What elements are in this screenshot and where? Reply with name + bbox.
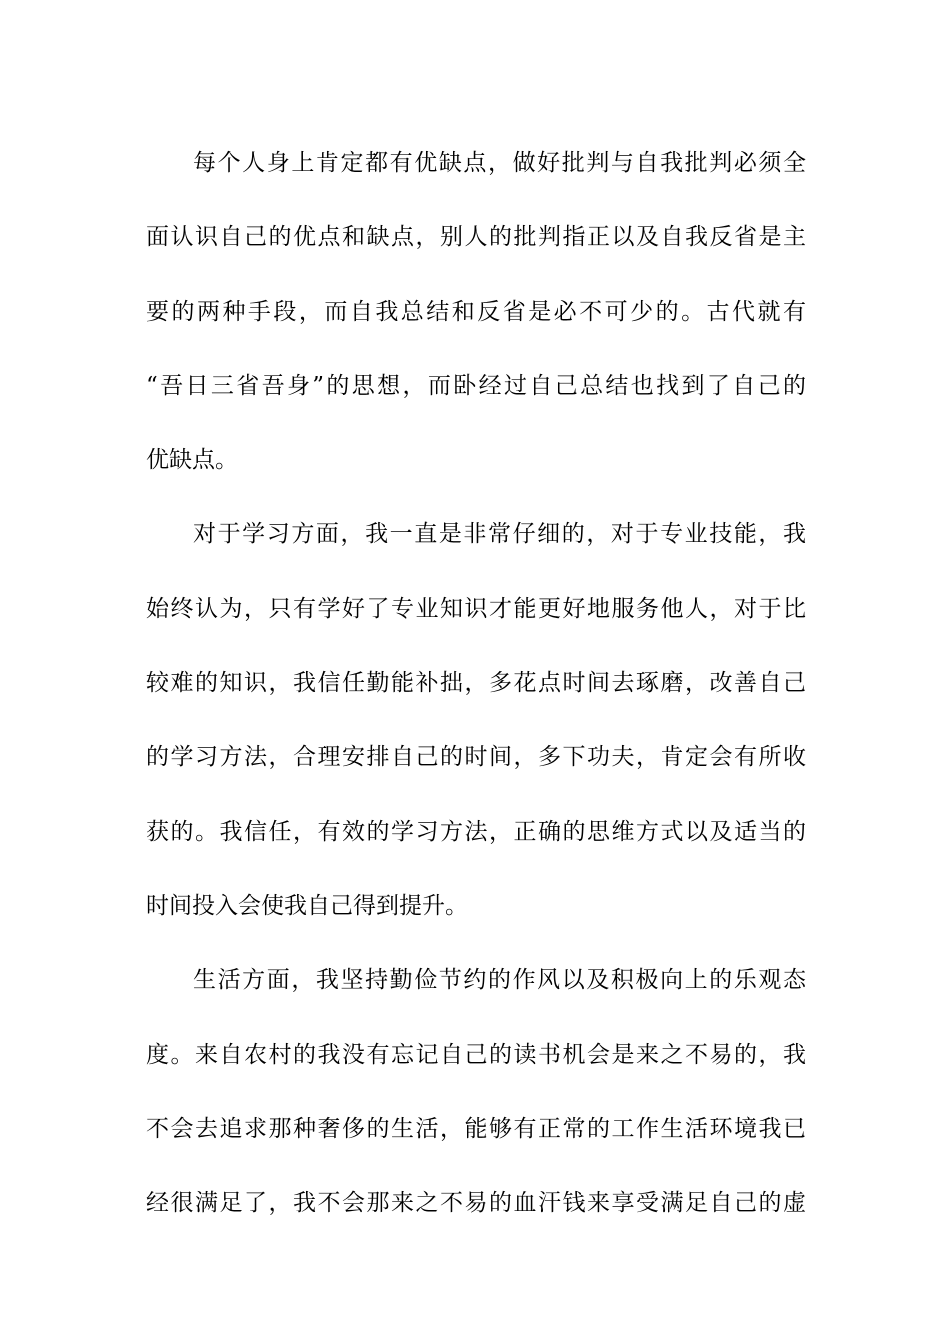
paragraph-1-line-2: 面认识自己的优点和缺点，别人的批判指正以及自我反省是主 (146, 224, 806, 251)
paragraph-2-line-1: 对于学习方面，我一直是非常仔细的，对于专业技能，我 (193, 521, 806, 548)
paragraph-3-line-2: 度。来自农村的我没有忘记自己的读书机会是来之不易的，我 (146, 1041, 806, 1068)
paragraph-1-line-1: 每个人身上肯定都有优缺点，做好批判与自我批判必须全 (193, 150, 806, 176)
paragraph-1-line-4: “吾日三省吾身”的思想，而卧经过自己总结也找到了自己的 (146, 372, 806, 399)
paragraph-2-line-3: 较难的知识，我信任勤能补拙，多花点时间去琢磨，改善自己 (146, 670, 806, 697)
paragraph-2-line-4: 的学习方法，合理安排自己的时间，多下功夫，肯定会有所收 (146, 744, 806, 771)
paragraph-3-line-4: 经很满足了，我不会那来之不易的血汗钱来享受满足自己的虚 (146, 1190, 806, 1217)
paragraph-3-line-1: 生活方面，我坚持勤俭节约的作风以及积极向上的乐观态 (193, 967, 806, 994)
paragraph-2-line-2: 始终认为，只有学好了专业知识才能更好地服务他人，对于比 (146, 595, 806, 622)
paragraph-1-line-3: 要的两种手段，而自我总结和反省是必不可少的。古代就有 (146, 298, 806, 325)
document-body (146, 126, 806, 1240)
paragraph-1-line-5: 优缺点。 (146, 447, 238, 474)
paragraph-2-line-6: 时间投入会使我自己得到提升。 (146, 892, 468, 919)
paragraph-3-line-3: 不会去追求那种奢侈的生活，能够有正常的工作生活环境我已 (146, 1115, 806, 1142)
paragraph-2-line-5: 获的。我信任，有效的学习方法，正确的思维方式以及适当的 (146, 818, 806, 845)
